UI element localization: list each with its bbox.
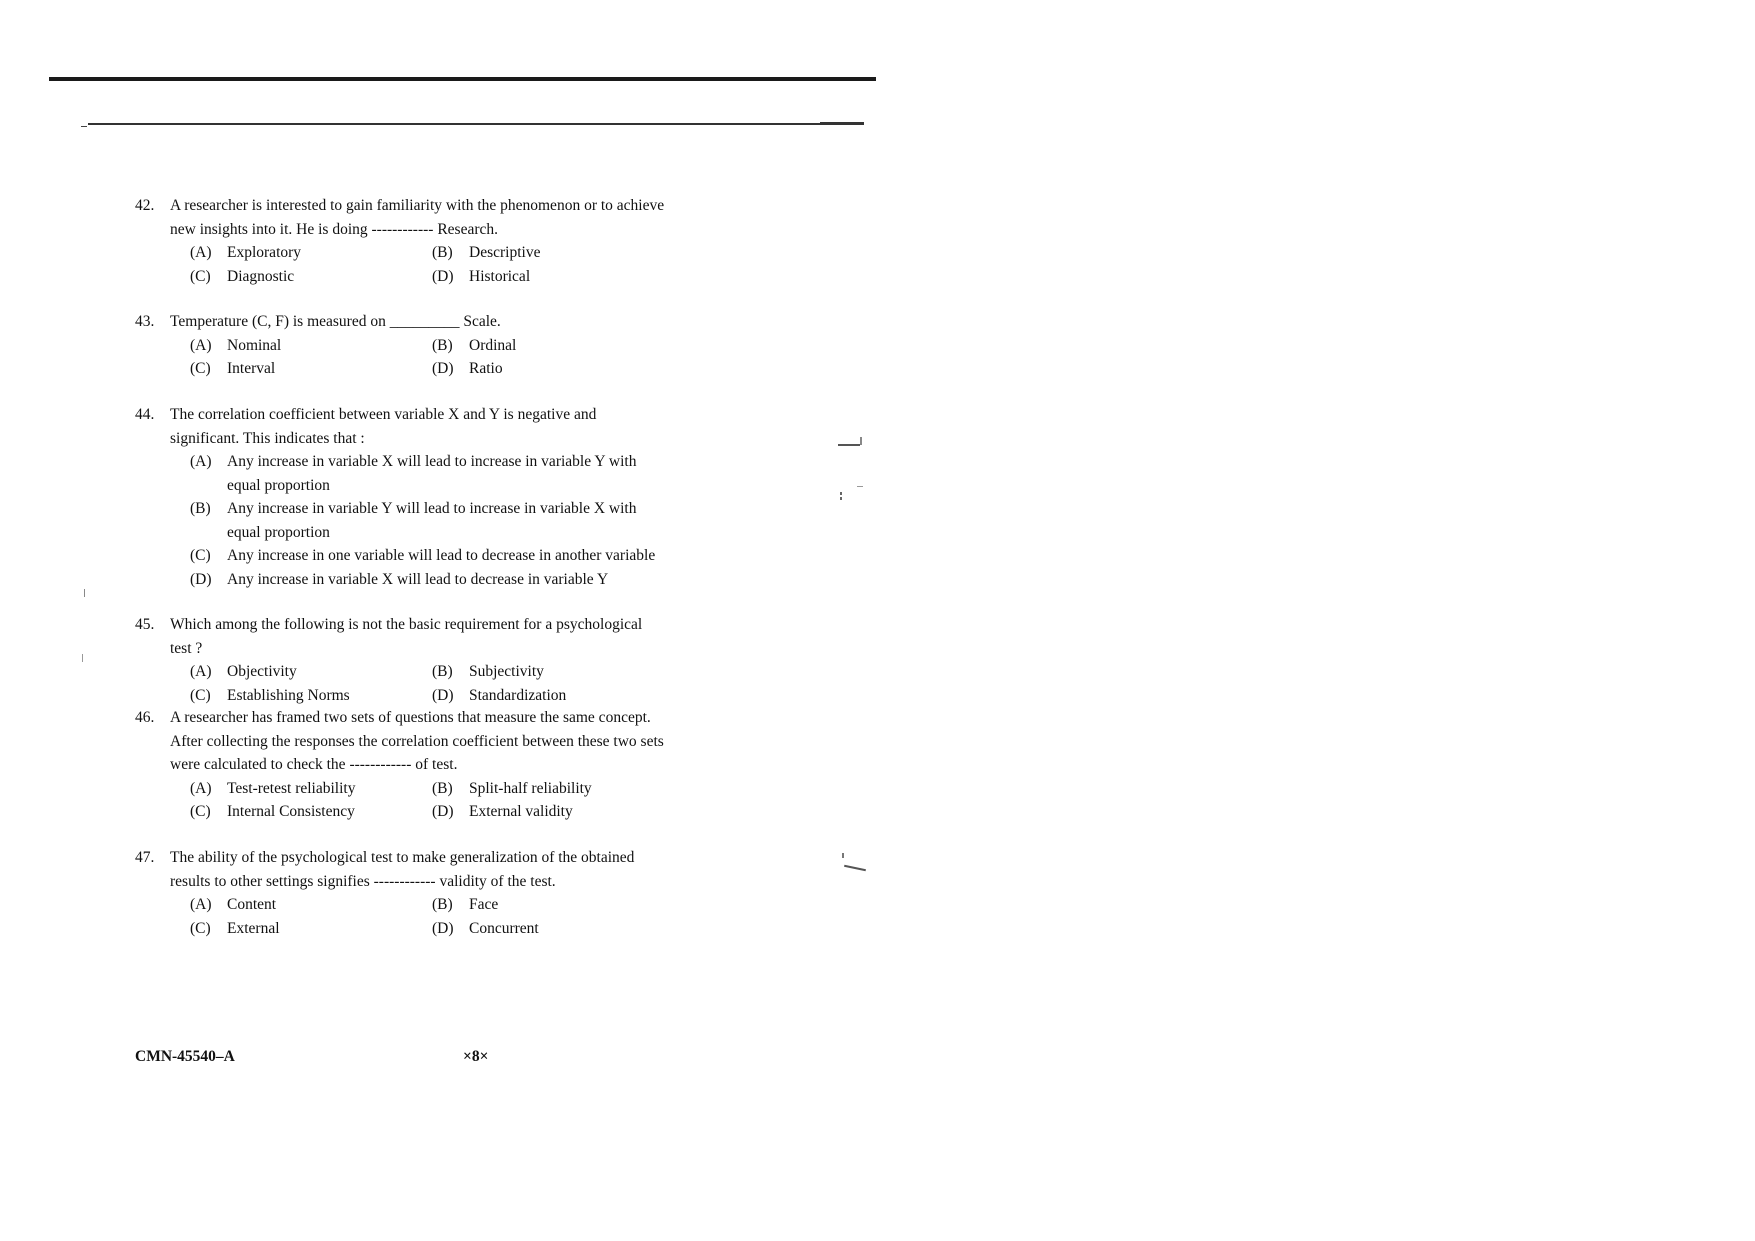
- option-text: Any increase in variable X will lead to decrease in variable Y: [227, 570, 609, 588]
- option-d: [190, 568, 665, 592]
- option-text: Ratio: [469, 360, 503, 377]
- question-number: 47.: [135, 849, 155, 866]
- option-text: Any increase in one variable will lead to decrease in another variable: [227, 547, 656, 564]
- options-grid: [190, 241, 665, 288]
- option-text: Descriptive: [469, 244, 541, 261]
- option-a: [190, 334, 432, 358]
- question-number: 45.: [135, 616, 155, 633]
- scan-mark: [84, 589, 85, 597]
- scan-mark: [840, 492, 842, 495]
- option-label: (A): [190, 896, 212, 913]
- option-c: [190, 684, 432, 708]
- option-b: [432, 241, 672, 265]
- option-c: [190, 265, 432, 289]
- option-text: External validity: [469, 803, 573, 820]
- question-47: [135, 846, 665, 940]
- options-list: [190, 450, 665, 591]
- option-a: [190, 893, 432, 917]
- scan-mark: [844, 865, 866, 872]
- options-grid: [190, 334, 665, 381]
- option-b: [432, 660, 672, 684]
- option-a: [190, 241, 432, 265]
- option-b: [190, 497, 665, 544]
- option-label: (C): [190, 803, 211, 820]
- option-d: [432, 357, 672, 381]
- question-45: [135, 613, 665, 707]
- question-stem: A researcher has framed two sets of questions that measure the same concept. After collecting the responses the correlation coefficient between these two sets were calculated to check the ------------ of test.: [170, 709, 664, 773]
- option-label: (C): [190, 919, 211, 937]
- option-label: (C): [190, 267, 211, 285]
- question-42: [135, 194, 665, 288]
- scan-mark: [82, 654, 83, 662]
- option-d: [432, 684, 672, 708]
- option-label: (C): [190, 686, 211, 704]
- margin-tick: [81, 126, 87, 127]
- option-c: [190, 544, 665, 568]
- option-label: (B): [432, 244, 453, 261]
- option-text: Standardization: [469, 686, 567, 704]
- option-label: (D): [432, 686, 454, 704]
- option-label: (B): [432, 779, 453, 797]
- question-44: [135, 403, 665, 591]
- option-a: [190, 660, 432, 684]
- option-text: Internal Consistency: [227, 803, 355, 820]
- top-rule: [49, 77, 876, 81]
- option-d: [432, 917, 672, 941]
- question-43: [135, 310, 665, 381]
- option-text: Test-retest reliability: [227, 779, 356, 797]
- option-c: [190, 800, 432, 824]
- option-text: Any increase in variable X will lead to increase in variable Y with equal proportion: [227, 453, 637, 494]
- scan-mark: [840, 497, 842, 500]
- option-b: [432, 893, 672, 917]
- question-number: 46.: [135, 709, 155, 726]
- question-number: 44.: [135, 406, 155, 423]
- option-text: Diagnostic: [227, 267, 295, 285]
- option-text: Concurrent: [469, 919, 539, 937]
- option-label: (B): [432, 663, 453, 680]
- option-label: (A): [190, 663, 212, 680]
- second-rule: [88, 123, 864, 125]
- option-text: Nominal: [227, 336, 282, 354]
- options-grid: [190, 893, 665, 940]
- question-stem: A researcher is interested to gain familiarity with the phenomenon or to achieve new insights into it. He is doing ------------ Research.: [170, 197, 665, 238]
- option-c: [190, 357, 432, 381]
- option-label: (B): [432, 896, 453, 913]
- option-b: [432, 777, 672, 801]
- scan-mark: [857, 486, 863, 487]
- option-d: [432, 265, 672, 289]
- option-label: (B): [432, 336, 453, 354]
- options-grid: [190, 777, 665, 824]
- option-a: [190, 450, 665, 497]
- question-number: 43.: [135, 313, 155, 330]
- option-label: (C): [190, 360, 211, 377]
- option-label: (D): [432, 919, 454, 937]
- scan-mark: [860, 437, 862, 445]
- option-a: [190, 777, 432, 801]
- option-text: Establishing Norms: [227, 686, 350, 704]
- option-label: (D): [432, 267, 454, 285]
- option-label: (D): [432, 360, 454, 377]
- question-stem: Which among the following is not the basic requirement for a psychological test ?: [170, 616, 643, 657]
- option-label: (C): [190, 547, 211, 564]
- option-text: External: [227, 919, 280, 937]
- option-label: (A): [190, 453, 212, 470]
- option-text: Objectivity: [227, 663, 297, 680]
- option-label: (D): [432, 803, 454, 820]
- option-text: Exploratory: [227, 244, 302, 261]
- option-label: (A): [190, 779, 212, 797]
- option-label: (B): [190, 500, 211, 517]
- question-number: 42.: [135, 197, 155, 214]
- option-d: [432, 800, 672, 824]
- question-stem: The ability of the psychological test to make generalization of the obtained results to other settings signifies ------------ validity of the test.: [170, 849, 635, 890]
- option-label: (A): [190, 336, 212, 354]
- paper-code: CMN-45540–A: [135, 1048, 235, 1065]
- option-text: Ordinal: [469, 336, 517, 354]
- question-stem: The correlation coefficient between variable X and Y is negative and significant. This indicates that :: [170, 406, 597, 447]
- question-46: [135, 706, 665, 824]
- option-c: [190, 917, 432, 941]
- option-text: Subjectivity: [469, 663, 544, 680]
- page-number: ×8×: [463, 1048, 489, 1065]
- question-stem: Temperature (C, F) is measured on _________ Scale.: [170, 313, 501, 330]
- scan-mark: [838, 444, 860, 446]
- option-text: Historical: [469, 267, 531, 285]
- second-rule-tail: [820, 122, 864, 125]
- scan-mark: [842, 853, 844, 858]
- option-b: [432, 334, 672, 358]
- options-grid: [190, 660, 665, 707]
- option-text: Face: [469, 896, 499, 913]
- option-text: Content: [227, 896, 277, 913]
- option-text: Split-half reliability: [469, 779, 592, 797]
- option-label: (D): [190, 570, 212, 588]
- option-text: Any increase in variable Y will lead to increase in variable X with equal proportion: [227, 500, 637, 541]
- option-label: (A): [190, 244, 212, 261]
- option-text: Interval: [227, 360, 276, 377]
